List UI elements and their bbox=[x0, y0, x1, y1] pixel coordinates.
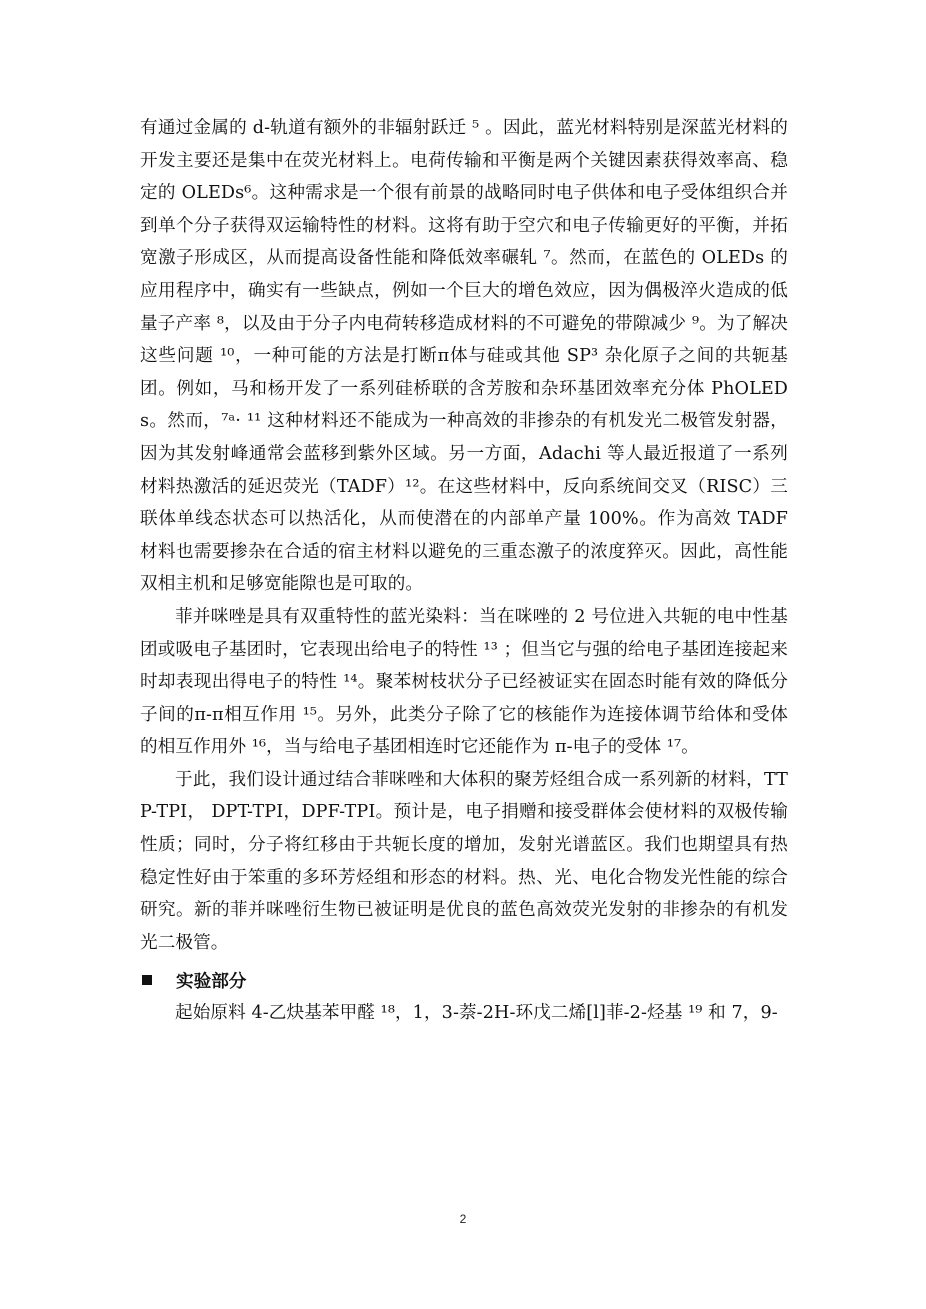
paragraph-2: 菲并咪唑是具有双重特性的蓝光染料：当在咪唑的 2 号位进入共轭的电中性基团或吸电子基团时，它表现出给电子的特性 ¹³ ；但当它与强的给电子基团连接起来时却表现出得电子的特性 ¹⁴。聚苯树枝状分子已经被证实在固态时能有效的降低分子间的π-π相互作用 ¹⁵。另外，此类分子除了它的核能作为连接体调节给体和受体的相互作用外 ¹⁶，当与给电子基团相连时它还能作为 π-电子的受体 ¹⁷。 bbox=[140, 606, 788, 758]
body-text bbox=[140, 112, 788, 1030]
square-bullet-icon bbox=[142, 975, 152, 985]
section-heading bbox=[140, 963, 788, 997]
paragraph-4: 起始原料 4-乙炔基苯甲醛 ¹⁸，1，3-萘-2H-环戊二烯[l]菲-2-烃基 ¹⁹ 和 7，9- bbox=[175, 1003, 778, 1024]
paragraph-3: 于此，我们设计通过结合菲咪唑和大体积的聚芳烃组合成一系列新的材料，TTP-TPI， DPT-TPI，DPF-TPI。预计是，电子捐赠和接受群体会使材料的双极传输性质；同时，分子将红移由于共轭长度的增加，发射光谱蓝区。我们也期望具有热稳定性好由于笨重的多环芳烃组和形态的材料。热、光、电化合物发光性能的综合研究。新的菲并咪唑衍生物已被证明是优良的蓝色高效荧光发射的非掺杂的有机发光二极管。 bbox=[140, 769, 788, 953]
page-number: 2 bbox=[459, 1212, 467, 1226]
section-heading-text: 实验部分 bbox=[176, 971, 247, 992]
paragraph-1: 有通过金属的 d-轨道有额外的非辐射跃迁 ⁵ 。因此，蓝光材料特别是深蓝光材料的开发主要还是集中在荧光材料上。电荷传输和平衡是两个关键因素获得效率高、稳定的 OLEDs⁶。这种需求是一个很有前景的战略同时电子供体和电子受体组织合并到单个分子获得双运输特性的材料。这将有助于空穴和电子传输更好的平衡，并拓宽激子形成区，从而提高设备性能和降低效率碾轧 ⁷。然而，在蓝色的 OLEDs 的应用程序中，确实有一些缺点，例如一个巨大的增色效应，因为偶极淬火造成的低量子产率 ⁸，以及由于分子内电荷转移造成材料的不可避免的带隙减少 ⁹。为了解决这些问题 ¹⁰，一种可能的方法是打断π体与硅或其他 SP³ 杂化原子之间的共轭基团。例如，马和杨开发了一系列硅桥联的含芳胺和杂环基团效率充分体 PhOLEDs。然而，⁷ᵃ· ¹¹ 这种材料还不能成为一种高效的非掺杂的有机发光二极管发射器，因为其发射峰通常会蓝移到紫外区域。另一方面，Adachi 等人最近报道了一系列材料热激活的延迟荧光（TADF）¹²。在这些材料中，反向系统间交叉（RISC）三联体单线态状态可以热活化，从而使潜在的内部单产量 100%。作为高效 TADF 材料也需要掺杂在合适的宿主材料以避免的三重态激子的浓度猝灭。因此，高性能双相主机和足够宽能隙也是可取的。 bbox=[140, 118, 788, 595]
